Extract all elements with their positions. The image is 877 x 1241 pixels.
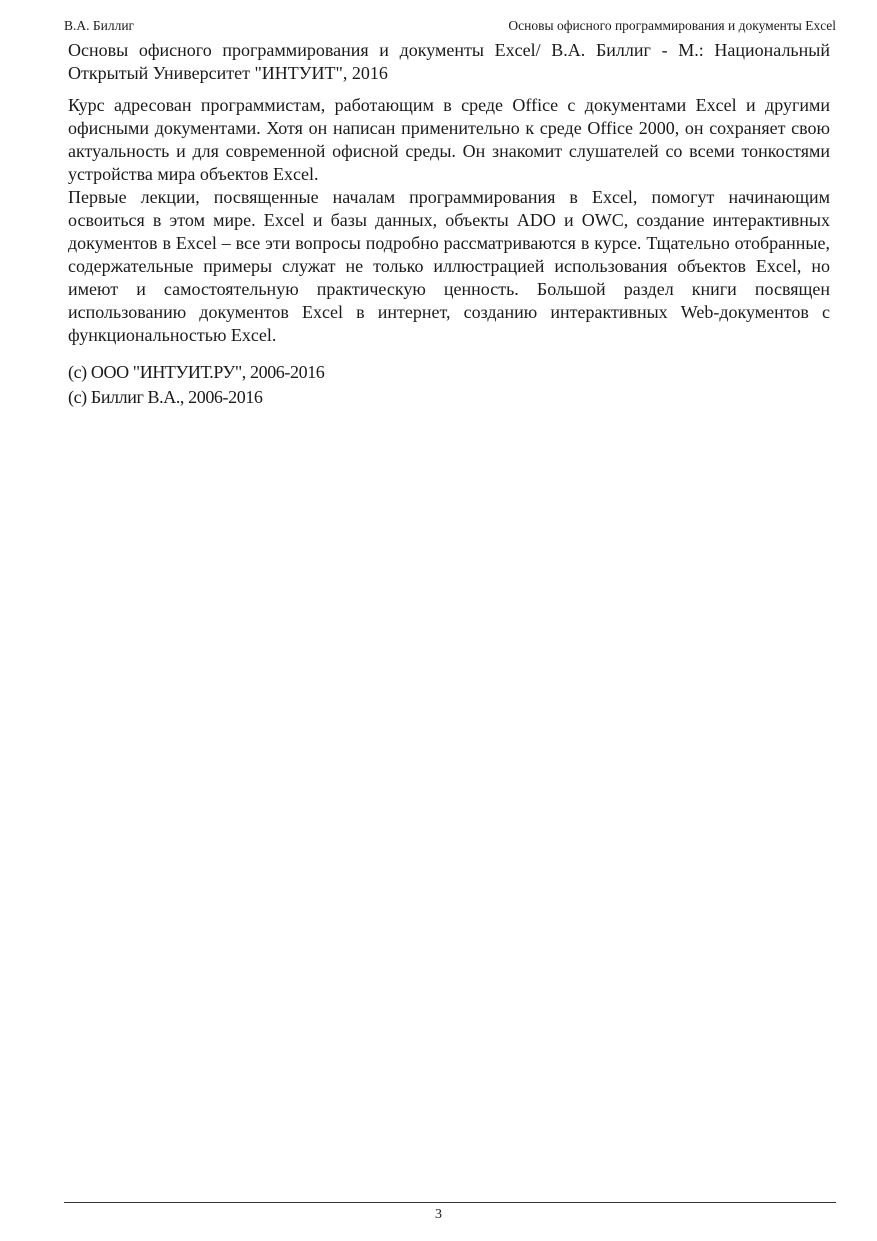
page-number: 3 (435, 1207, 442, 1222)
running-header (64, 16, 836, 36)
copyright-publisher: (c) ООО "ИНТУИТ.РУ", 2006-2016 (68, 362, 325, 382)
bibliographic-citation: Основы офисного программирования и документы Excel/ В.А. Биллиг - М.: Национальный Открытый Университет "ИНТУИТ", 2016 (68, 40, 830, 83)
abstract-paragraph-1: Курс адресован программистам, работающим в среде Office с документами Excel и другими офисными документами. Хотя он написан применительно к среде Office 2000, он сохраняет свою актуальность и для современной офисной среды. Он знакомит слушателей со всеми тонкостями устройства мира объектов Excel. (68, 95, 830, 184)
copyright-author: (c) Биллиг В.А., 2006-2016 (68, 387, 263, 407)
header-author: В.А. Биллиг (64, 18, 135, 33)
abstract-paragraph-2: Первые лекции, посвященные началам программирования в Excel, помогут начинающим освоиться в этом мире. Excel и базы данных, объекты ADO и OWC, создание интерактивных документов в Excel – все эти вопросы подробно рассматриваются в курсе. Тщательно отобранные, содержательные примеры служат не только иллюстрацией использования объектов Excel, но имеют и самостоятельную практическую ценность. Большой раздел книги посвящен использованию документов Excel в интернет, созданию интерактивных Web-документов с функциональностью Excel. (68, 187, 830, 345)
header-book-title: Основы офисного программирования и документы Excel (508, 18, 836, 33)
footer-divider (64, 1202, 836, 1203)
copyright-block (68, 360, 830, 410)
page-content (68, 39, 830, 410)
